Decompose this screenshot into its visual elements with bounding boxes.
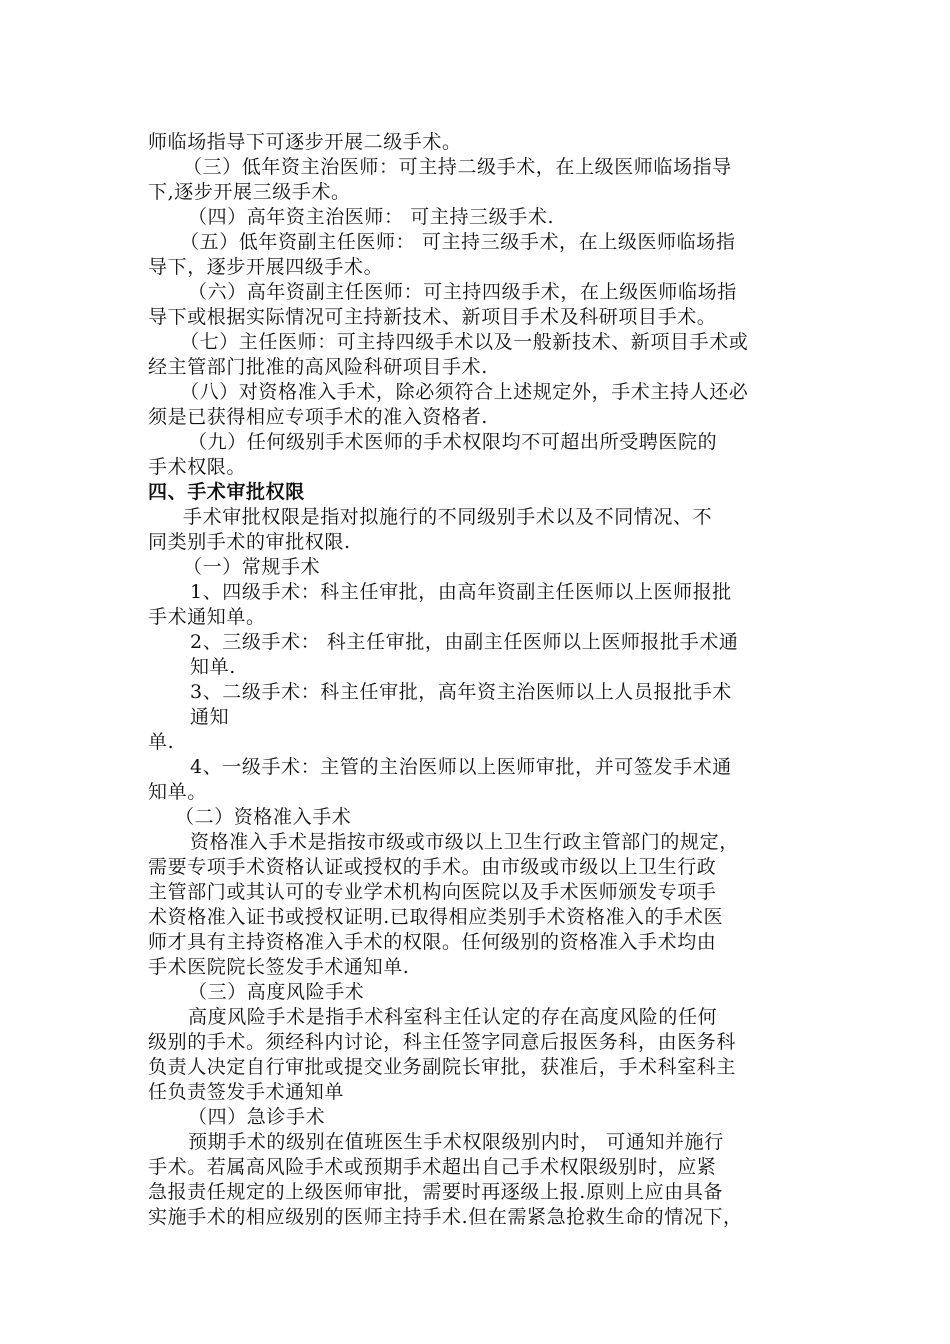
text-line: 手术审批权限是指对拟施行的不同级别手术以及不同情况、不 bbox=[183, 506, 713, 528]
subsection-heading: （三）高度风险手术 bbox=[188, 981, 365, 1003]
text-line: 资格准入手术是指按市级或市级以上卫生行政主管部门的规定， bbox=[190, 831, 739, 853]
text-line: 需要专项手术资格认证或授权的手术。由市级或市级以上卫生行政 bbox=[148, 856, 717, 878]
text-line: （三）低年资主治医师：可主持二级手术，在上级医师临场指导 bbox=[183, 156, 732, 178]
text-line: 高度风险手术是指手术科室科主任认定的存在高度风险的任何 bbox=[188, 1006, 718, 1028]
text-line: 导下，逐步开展四级手术。 bbox=[148, 256, 384, 278]
text-line: 手术医院院长签发手术通知单. bbox=[148, 956, 410, 978]
text-line: （六）高年资副主任医师：可主持四级手术，在上级医师临场指 bbox=[188, 281, 737, 303]
subsection-heading: （一）常规手术 bbox=[183, 556, 321, 578]
text-line: （五）低年资副主任医师： 可主持三级手术，在上级医师临场指 bbox=[180, 231, 736, 253]
text-line: 实施手术的相应级别的医师主持手术.但在需紧急抢救生命的情况下， bbox=[148, 1206, 743, 1228]
text-line: 单. bbox=[148, 731, 175, 753]
text-line: 师才具有主持资格准入手术的权限。任何级别的资格准入手术均由 bbox=[148, 931, 717, 953]
text-line: （八）对资格准入手术，除必须符合上述规定外，手术主持人还必 bbox=[180, 381, 749, 403]
text-line: （七）主任医师：可主持四级手术以及一般新技术、新项目手术或 bbox=[180, 331, 749, 353]
text-line: 导下或根据实际情况可主持新技术、新项目手术及科研项目手术。 bbox=[148, 306, 717, 328]
text-line: 须是已获得相应专项手术的准入资格者. bbox=[148, 406, 488, 428]
text-line: 主管部门或其认可的专业学术机构向医院以及手术医师颁发专项手 bbox=[148, 881, 717, 903]
text-line: 任负责签发手术通知单 bbox=[148, 1081, 345, 1103]
text-line: 经主管部门批准的高风险科研项目手术. bbox=[148, 356, 488, 378]
text-line: 3、二级手术：科主任审批，高年资主治医师以上人员报批手术 bbox=[190, 681, 732, 703]
text-line: 下,逐步开展三级手术。 bbox=[148, 181, 351, 203]
text-line: 师临场指导下可逐步开展二级手术。 bbox=[148, 131, 462, 153]
text-line: 通知 bbox=[190, 706, 230, 728]
text-line: 1、四级手术：科主任审批，由高年资副主任医师以上医师报批 bbox=[190, 581, 732, 603]
text-line: 手术通知单。 bbox=[148, 606, 266, 628]
text-line: 知单. bbox=[190, 656, 236, 678]
subsection-heading: （二）资格准入手术 bbox=[175, 806, 352, 828]
text-line: 同类别手术的审批权限. bbox=[148, 531, 351, 553]
text-line: （四）高年资主治医师： 可主持三级手术. bbox=[188, 206, 555, 228]
section-heading: 四、手术审批权限 bbox=[148, 481, 305, 503]
text-line: 4、一级手术：主管的主治医师以上医师审批，并可签发手术通 bbox=[190, 756, 732, 778]
text-line: 级别的手术。须经科内讨论，科主任签字同意后报医务科，由医务科 bbox=[148, 1031, 737, 1053]
text-line: （九）任何级别手术医师的手术权限均不可超出所受聘医院的 bbox=[188, 431, 718, 453]
subsection-heading: （四）急诊手术 bbox=[188, 1106, 326, 1128]
text-line: 急报责任规定的上级医师审批，需要时再逐级上报.原则上应由具备 bbox=[148, 1181, 724, 1203]
text-line: 手术权限。 bbox=[148, 456, 247, 478]
text-line: 2、三级手术： 科主任审批，由副主任医师以上医师报批手术通 bbox=[190, 631, 739, 653]
text-line: 预期手术的级别在值班医生手术权限级别内时， 可通知并施行 bbox=[188, 1131, 724, 1153]
text-line: 手术。若属高风险手术或预期手术超出自己手术权限级别时，应紧 bbox=[148, 1156, 717, 1178]
text-line: 知单。 bbox=[148, 781, 207, 803]
text-line: 负责人决定自行审批或提交业务副院长审批，获准后，手术科室科主 bbox=[148, 1056, 737, 1078]
text-line: 术资格准入证书或授权证明.已取得相应类别手术资格准入的手术医 bbox=[148, 906, 724, 928]
